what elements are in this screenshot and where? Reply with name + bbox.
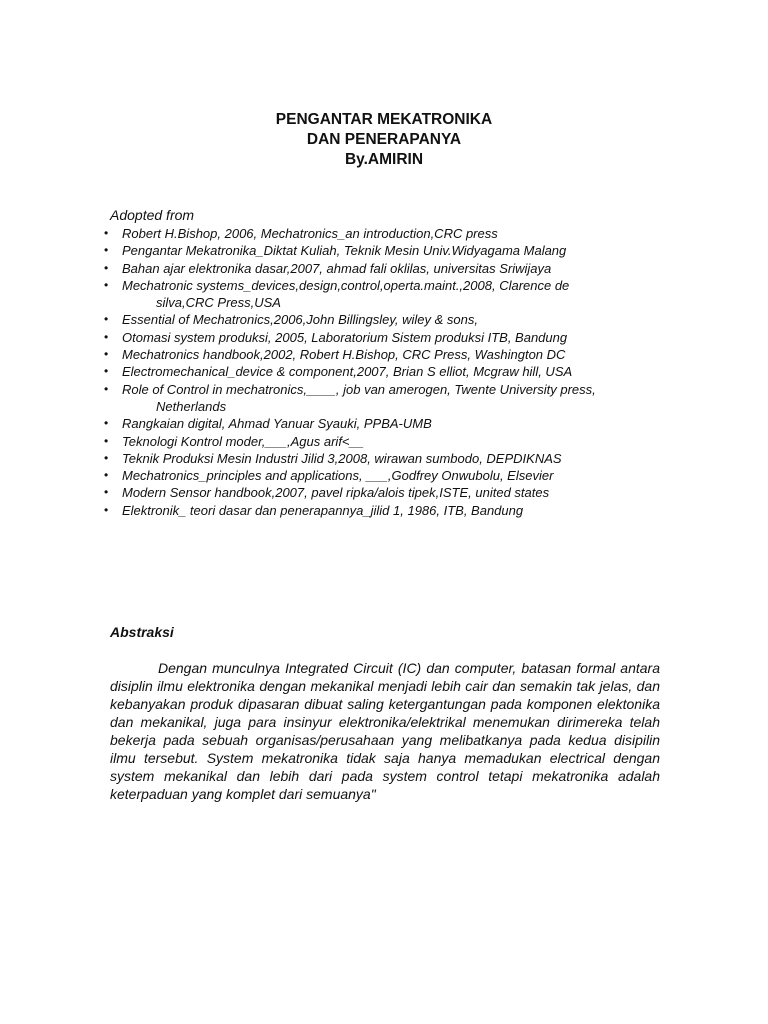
reference-text: Modern Sensor handbook,2007, pavel ripka/alois tipek,ISTE, united states: [122, 485, 550, 501]
bullet-icon: •: [104, 502, 109, 517]
reference-text: Mechatronics handbook,2002, Robert H.Bishop, CRC Press, Washington DC: [122, 347, 566, 363]
title-author: By.AMIRIN: [344, 151, 424, 168]
bullet-icon: •: [104, 312, 109, 327]
adopted-from-label: Adopted from: [110, 207, 195, 223]
reference-item: [104, 225, 660, 242]
reference-text: Pengantar Mekatronika_Diktat Kuliah, Teknik Mesin Univ.Widyagama Malang: [122, 243, 567, 259]
reference-text: Elektronik_ teori dasar dan penerapannya_jilid 1, 1986, ITB, Bandung: [122, 502, 524, 518]
reference-list: [104, 225, 660, 519]
abstract-heading: Abstraksi: [110, 624, 174, 640]
bullet-icon: •: [104, 485, 109, 500]
title-line-2: DAN PENERAPANYA: [306, 131, 462, 148]
reference-item: [104, 502, 660, 519]
reference-item: [104, 329, 660, 346]
reference-item: [104, 260, 660, 277]
reference-text: Bahan ajar elektronika dasar,2007, ahmad fali oklilas, universitas Sriwijaya: [122, 260, 552, 276]
reference-item: [104, 467, 660, 484]
reference-text: Mechatronic systems_devices,design,control,operta.maint.,2008, Clarence de: [122, 277, 570, 293]
reference-item: [104, 381, 660, 416]
bullet-icon: •: [104, 381, 109, 396]
reference-item: [104, 415, 660, 432]
bullet-icon: •: [104, 364, 109, 379]
reference-text: Essential of Mechatronics,2006,John Billingsley, wiley & sons,: [122, 312, 478, 328]
bullet-icon: •: [104, 243, 109, 258]
reference-text: Otomasi system produksi, 2005, Laboratorium Sistem produksi ITB, Bandung: [122, 329, 568, 345]
reference-item: [104, 346, 660, 363]
reference-text: Role of Control in mechatronics,____, job van amerogen, Twente University press,: [122, 381, 596, 397]
reference-item: [104, 433, 660, 450]
title-line-1: PENGANTAR MEKATRONIKA: [275, 111, 493, 128]
bullet-icon: •: [104, 329, 109, 344]
reference-text: Robert H.Bishop, 2006, Mechatronics_an introduction,CRC press: [122, 226, 498, 241]
bullet-icon: •: [104, 260, 109, 275]
reference-text: Mechatronics_principles and applications, ___,Godfrey Onwubolu, Elsevier: [122, 468, 554, 484]
reference-text: Electromechanical_device & component,2007, Brian S elliot, Mcgraw hill, USA: [122, 364, 573, 380]
reference-item: [104, 363, 660, 380]
bullet-icon: •: [104, 226, 109, 240]
reference-item: [104, 484, 660, 501]
reference-continuation: Netherlands: [156, 398, 227, 414]
bullet-icon: •: [104, 433, 109, 448]
bullet-icon: •: [104, 347, 109, 362]
bullet-icon: •: [104, 277, 109, 292]
document-title: [0, 110, 768, 170]
reference-text: Teknik Produksi Mesin Industri Jilid 3,2008, wirawan sumbodo, DEPDIKNAS: [122, 450, 562, 466]
reference-item: [104, 277, 660, 312]
reference-text: Rangkaian digital, Ahmad Yanuar Syauki, PPBA-UMB: [122, 416, 432, 432]
reference-continuation: silva,CRC Press,USA: [156, 295, 281, 311]
bullet-icon: •: [104, 468, 109, 483]
reference-item: [104, 450, 660, 467]
abstract-paragraph: Dengan munculnya Integrated Circuit (IC) dan computer, batasan formal antara disiplin ilmu elektronika dengan mekanikal menjadi lebih cair dan semakin tak jelas, dan kebanyakan produk dipasaran dibuat saling ketergantungan pada komponen elektonika dan mekanikal, juga para insinyur elektronika/elektrikal menemukan dirimereka telah bekerja pada sebuah organisas/perusahaan yang melibatkanya pada kedua disipilin ilmu tersebut. System mekatronika tidak saja hanya memadukan electrical dengan system mekanikal dan lebih dari pada system control tetapi mekatronika adalah keterpaduan yang komplet dari semuanya": [110, 660, 660, 802]
reference-text: Teknologi Kontrol moder,___,Agus arif<__: [122, 433, 364, 449]
reference-item: [104, 242, 660, 259]
bullet-icon: •: [104, 450, 109, 465]
reference-item: [104, 311, 660, 328]
bullet-icon: •: [104, 416, 109, 431]
